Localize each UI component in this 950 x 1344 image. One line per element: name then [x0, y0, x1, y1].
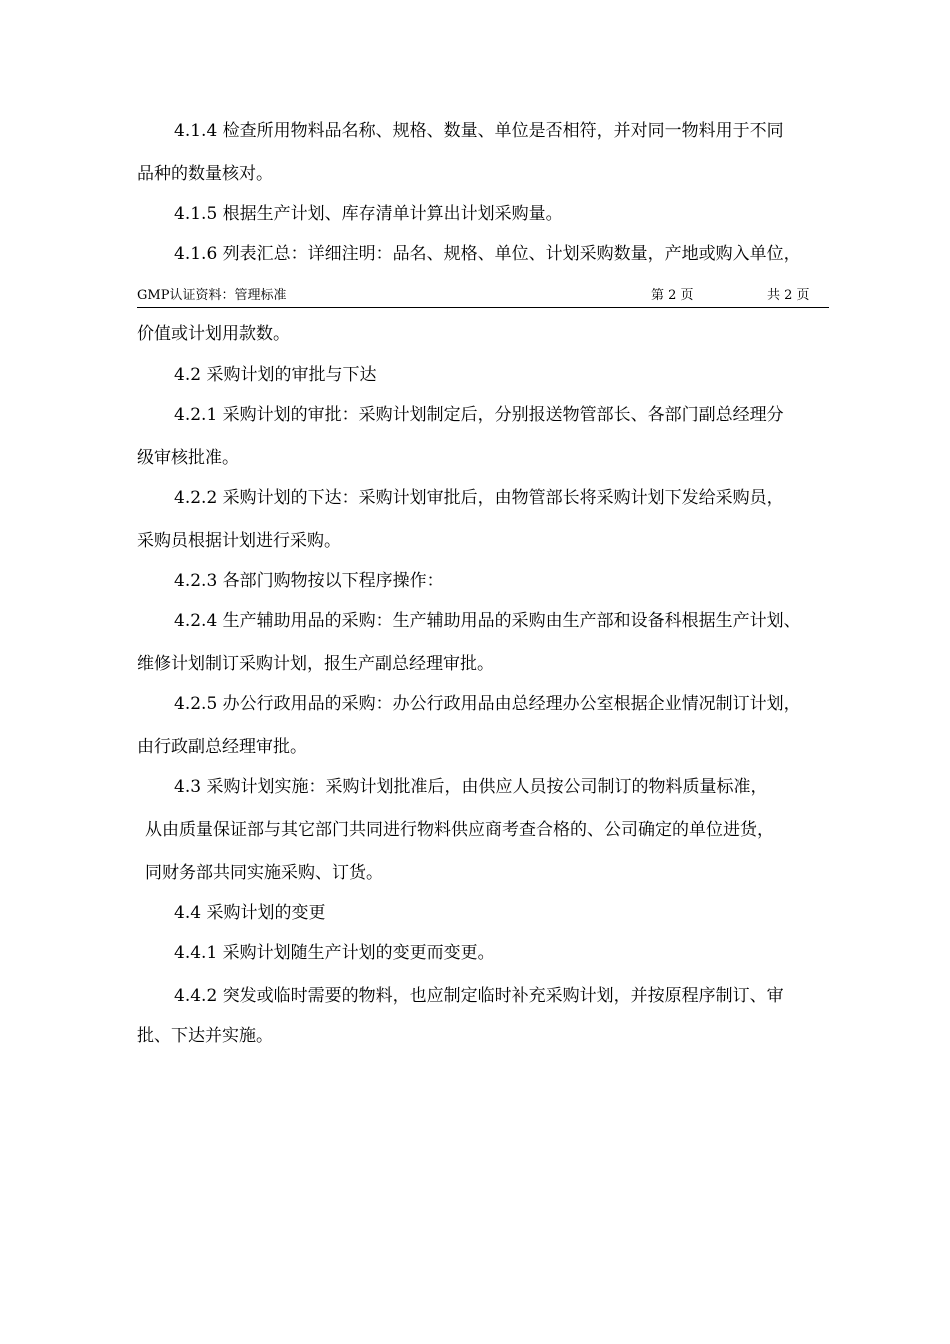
paragraph-line: 品种的数量核对。 — [137, 164, 273, 184]
section-heading: 4.4 采购计划的变更 — [174, 903, 326, 923]
paragraph-line: 4.4.1 采购计划随生产计划的变更而变更。 — [174, 943, 495, 963]
section-heading: 4.3 采购计划实施：采购计划批准后，由供应人员按公司制订的物料质量标准， — [174, 777, 768, 797]
footer-page-number: 第 2 页 — [651, 288, 694, 303]
footer-total-pages: 共 2 页 — [767, 288, 810, 303]
page-footer — [137, 288, 829, 308]
section-heading: 4.2 采购计划的审批与下达 — [174, 365, 377, 385]
paragraph-line: 同财务部共同实施采购、订货。 — [145, 863, 383, 883]
paragraph-line: 级审核批准。 — [137, 448, 239, 468]
paragraph-line: 批、下达并实施。 — [137, 1026, 273, 1046]
paragraph-line: 维修计划制订采购计划，报生产副总经理审批。 — [137, 654, 494, 674]
paragraph-line: 4.2.4 生产辅助用品的采购：生产辅助用品的采购由生产部和设备科根据生产计划、 — [174, 611, 801, 631]
paragraph-line: 4.2.3 各部门购物按以下程序操作： — [174, 571, 444, 591]
paragraph-line: 4.1.4 检查所用物料品名称、规格、数量、单位是否相符，并对同一物料用于不同 — [174, 121, 784, 141]
paragraph-line: 4.4.2 突发或临时需要的物料，也应制定临时补充采购计划，并按原程序制订、审 — [174, 986, 784, 1006]
paragraph-line: 4.2.1 采购计划的审批：采购计划制定后，分别报送物管部长、各部门副总经理分 — [174, 405, 784, 425]
paragraph-line: 由行政副总经理审批。 — [137, 737, 307, 757]
paragraph-line: 采购员根据计划进行采购。 — [137, 531, 341, 551]
footer-title: GMP认证资料：管理标准 — [137, 288, 287, 303]
paragraph-line: 价值或计划用款数。 — [137, 324, 290, 344]
paragraph-line: 4.2.5 办公行政用品的采购：办公行政用品由总经理办公室根据企业情况制订计划， — [174, 694, 801, 714]
paragraph-line: 4.2.2 采购计划的下达：采购计划审批后，由物管部长将采购计划下发给采购员， — [174, 488, 784, 508]
paragraph-line: 4.1.5 根据生产计划、库存清单计算出计划采购量。 — [174, 204, 563, 224]
paragraph-line: 从由质量保证部与其它部门共同进行物料供应商考查合格的、公司确定的单位进货， — [145, 820, 774, 840]
paragraph-line: 4.1.6 列表汇总：详细注明：品名、规格、单位、计划采购数量，产地或购入单位， — [174, 244, 801, 264]
